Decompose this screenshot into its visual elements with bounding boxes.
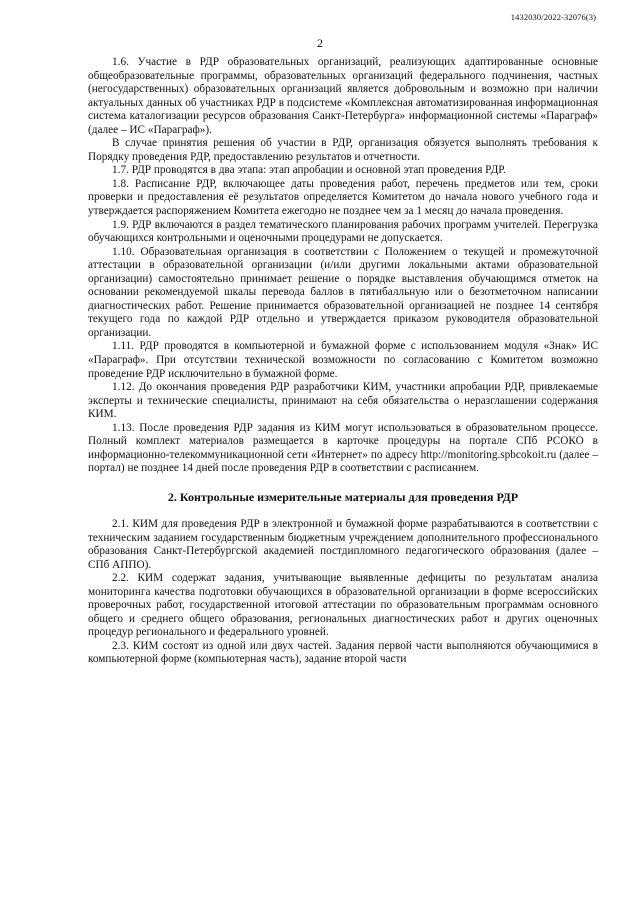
document-body: [88, 56, 598, 667]
paragraph-2-1: 2.1. КИМ для проведения РДР в электронной и бумажной форме разрабатываются в соответствии с техническим заданием государственным бюджетным учреждением дополнительного профессионального образования Санкт-Петербургской академией постдипломного педагогического образования (далее – СПб АППО).: [88, 517, 598, 571]
paragraph-2-3: 2.3. КИМ состоят из одной или двух частей. Задания первой части выполняются обучающимися в компьютерной форме (компьютерная часть), задание второй части: [88, 639, 598, 666]
section-heading: 2. Контрольные измерительные материалы для проведения РДР: [167, 489, 519, 504]
paragraph-2-2: 2.2. КИМ содержат задания, учитывающие выявленные дефициты по результатам анализа мониторинга качества подготовки обучающихся в образовательной организации в форме всероссийских проверочных работ, государственной итоговой аттестации по образовательным программам основного общего и среднего общего образования, региональных диагностических работ и других оценочных процедур регионального и федерального уровней.: [88, 572, 598, 639]
paragraph-1-10: 1.10. Образовательная организация в соответствии с Положением о текущей и промежуточной аттестации в образовательной организации (и/или другими локальными актами образовательной организации) самостоятельно принимает решение о порядке выставления обучающимся отметок на основании рекомендуемой шкалы перевода баллов в пятибалльную или о безотметочном написании диагностических работ. Решение принимается образовательной организацией не позднее 14 сентября текущего года по каждой РДР отдельно и утверждается приказом руководителя образовательной организации.: [88, 245, 598, 339]
paragraph-1-6: 1.6. Участие в РДР образовательных организаций, реализующих адаптированные основные общеобразовательные программы, образовательных организаций федерального подчинения, частных (негосударственных) образовательных организаций является добровольным и возможно при наличии актуальных данных об участниках РДР в подсистеме «Комплексная автоматизированная информационная система каталогизации ресурсов образования Санкт-Петербурга» информационной системы «Параграф» (далее – ИС «Параграф»).: [88, 56, 598, 136]
document-registration-number: 1432030/2022-32076(3): [510, 12, 596, 22]
paragraph-1-8: 1.8. Расписание РДР, включающее даты проведения работ, перечень предметов или тем, сроки проверки и предоставления её результатов определяется Комитетом до начала нового учебного года и утверждается распоряжением Комитета ежегодно не позднее чем за 1 месяц до начала проведения.: [88, 177, 598, 218]
paragraph-1-13: 1.13. После проведения РДР задания из КИМ могут использоваться в образовательном процессе. Полный комплект материалов размещается в карточке процедуры на портале СПб РСОКО в информационно-телекоммуникационной сети «Интернет» по адресу http://monitoring.spbcokoit.ru (далее – портал) не позднее 14 дней после проведения РДР в соответствии с расписанием.: [88, 421, 598, 475]
paragraph-1-6-continued: В случае принятия решения об участии в РДР, организация обязуется выполнять требования к Порядку проведения РДР, предоставлению результатов и отчетности.: [88, 137, 598, 163]
paragraph-1-9: 1.9. РДР включаются в раздел тематического планирования рабочих программ учителей. Перегрузка обучающихся контрольными и оценочными процедурами не допускается.: [88, 218, 598, 245]
paragraph-1-7: 1.7. РДР проводятся в два этапа: этап апробации и основной этап проведения РДР.: [112, 164, 506, 177]
page-number: 2: [317, 36, 323, 50]
paragraph-1-12: 1.12. До окончания проведения РДР разработчики КИМ, участники апробации РДР, привлекаемые эксперты и технические специалисты, принимают на себя обязательства о неразглашении содержания КИМ.: [88, 381, 598, 421]
paragraph-1-11: 1.11. РДР проводятся в компьютерной и бумажной форме с использованием модуля «Знак» ИС «Параграф». При отсутствии технической возможности по согласованию с Комитетом возможно проведение РДР исключительно в бумажной форме.: [88, 340, 598, 380]
